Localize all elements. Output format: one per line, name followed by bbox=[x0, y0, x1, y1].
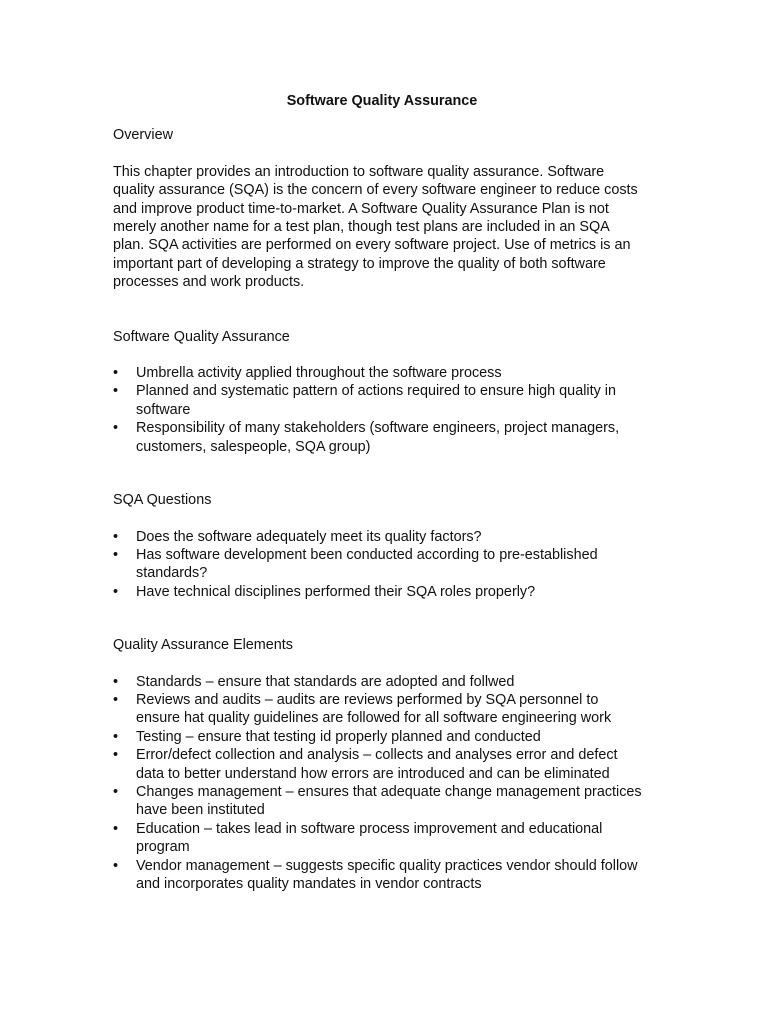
sqa-bullet-list bbox=[113, 364, 643, 456]
list-item-text: Testing – ensure that testing id properly planned and conducted bbox=[136, 728, 541, 745]
document-content bbox=[113, 92, 643, 893]
list-item bbox=[113, 583, 643, 601]
list-item-text: Error/defect collection and analysis – collects and analyses error and defect data to better understand how errors are introduced and can be eliminated bbox=[136, 747, 618, 782]
document-title: Software Quality Assurance bbox=[286, 93, 478, 109]
list-item-text: Vendor management – suggests specific quality practices vendor should follow and incorporates quality mandates in vendor contracts bbox=[136, 857, 638, 892]
bullet-icon: • bbox=[113, 583, 119, 600]
bullet-icon: • bbox=[113, 783, 119, 800]
list-item bbox=[113, 382, 643, 419]
sqa-questions-list bbox=[113, 528, 643, 602]
qa-elements-list bbox=[113, 673, 643, 894]
list-item-text: Standards – ensure that standards are adopted and follwed bbox=[136, 673, 515, 690]
list-item bbox=[113, 857, 643, 894]
list-item-text: Does the software adequately meet its quality factors? bbox=[136, 528, 482, 545]
list-item bbox=[113, 728, 643, 746]
list-item bbox=[113, 528, 643, 546]
list-item-text: Umbrella activity applied throughout the software process bbox=[136, 365, 502, 382]
list-item-text: Changes management – ensures that adequate change management practices have been instituted bbox=[136, 783, 642, 819]
list-item-text: Education – takes lead in software process improvement and educational program bbox=[136, 820, 603, 856]
list-item-text: Have technical disciplines performed their SQA roles properly? bbox=[136, 583, 536, 600]
bullet-icon: • bbox=[113, 820, 119, 837]
bullet-icon: • bbox=[113, 383, 119, 400]
bullet-icon: • bbox=[113, 420, 119, 437]
list-item bbox=[113, 691, 643, 728]
bullet-icon: • bbox=[113, 728, 119, 745]
list-item bbox=[113, 746, 643, 783]
bullet-icon: • bbox=[113, 528, 119, 545]
list-item bbox=[113, 546, 643, 583]
section-heading-sqa-questions: SQA Questions bbox=[113, 492, 212, 509]
section-heading-quality-assurance-elements: Quality Assurance Elements bbox=[113, 637, 293, 654]
bullet-icon: • bbox=[113, 546, 119, 563]
bullet-icon: • bbox=[113, 673, 119, 690]
bullet-icon: • bbox=[113, 747, 119, 764]
list-item bbox=[113, 419, 643, 456]
bullet-icon: • bbox=[113, 691, 119, 708]
list-item bbox=[113, 783, 643, 820]
section-heading-software-quality-assurance: Software Quality Assurance bbox=[113, 328, 290, 345]
bullet-icon: • bbox=[113, 365, 119, 382]
section-heading-overview: Overview bbox=[113, 127, 173, 144]
list-item-text: Has software development been conducted according to pre-established standards? bbox=[136, 546, 598, 582]
list-item-text: Reviews and audits – audits are reviews performed by SQA personnel to ensure hat quality guidelines are followed for all software engineering work bbox=[136, 691, 612, 727]
list-item-text: Responsibility of many stakeholders (software engineers, project managers, customers, salespeople, SQA group) bbox=[136, 420, 620, 455]
list-item bbox=[113, 364, 643, 382]
bullet-icon: • bbox=[113, 857, 119, 874]
list-item bbox=[113, 820, 643, 857]
list-item-text: Planned and systematic pattern of actions required to ensure high quality in software bbox=[136, 383, 616, 418]
overview-paragraph: This chapter provides an introduction to software quality assurance. Software quality assurance (SQA) is the concern of every software engineer to reduce costs and improve product time-to-market. A Software Quality Assurance Plan is not merely another name for a test plan, though test plans are included in an SQA plan. SQA activities are performed on every software project. Use of metrics is an important part of developing a strategy to improve the quality of both software processes and work products. bbox=[113, 163, 638, 291]
list-item bbox=[113, 673, 643, 691]
